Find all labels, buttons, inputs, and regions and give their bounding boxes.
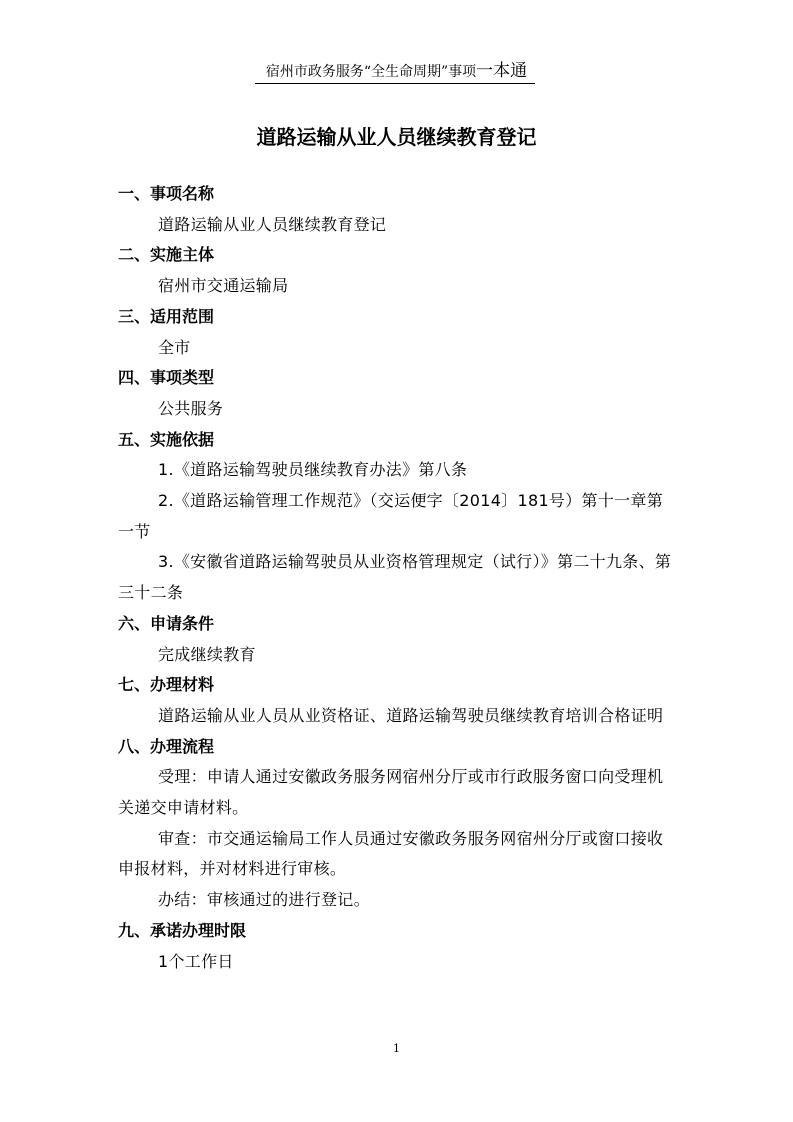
section-paragraph: 办结：审核通过的进行登记。 xyxy=(158,890,370,910)
section-heading: 五、实施依据 xyxy=(118,429,215,449)
section-paragraph: 完成继续教育 xyxy=(158,644,256,664)
section-paragraph: 1.《道路运输驾驶员继续教育办法》第八条 xyxy=(158,460,468,480)
section-paragraph: 全市 xyxy=(158,337,191,357)
document-body xyxy=(118,179,678,977)
page-header xyxy=(0,62,793,81)
section-heading: 九、承诺办理时限 xyxy=(118,920,247,940)
page-number: 1 xyxy=(393,1042,400,1055)
section-paragraph: 2.《道路运输管理工作规范》（交运便字〔2014〕181号）第十一章第一节 xyxy=(118,491,664,541)
header-text: 宿州市政务服务“全生命周期”事项 xyxy=(265,64,477,80)
section-paragraph: 道路运输从业人员继续教育登记 xyxy=(158,214,387,234)
section-heading: 一、事项名称 xyxy=(118,184,215,203)
document-title: 道路运输从业人员继续教育登记 xyxy=(256,125,537,149)
section-paragraph: 审查：市交通运输局工作人员通过安徽政务服务网宿州分厅或窗口接收申报材料，并对材料进行审核。 xyxy=(118,828,664,879)
section-paragraph: 道路运输从业人员从业资格证、道路运输驾驶员继续教育培训合格证明 xyxy=(158,705,664,725)
section-paragraph: 3.《安徽省道路运输驾驶员从业资格管理规定（试行）》第二十九条、第三十二条 xyxy=(118,552,672,603)
section-heading: 七、办理材料 xyxy=(118,675,215,695)
section-paragraph: 受理：申请人通过安徽政务服务网宿州分厅或市行政服务窗口向受理机关递交申请材料。 xyxy=(118,767,664,818)
header-text-emphasis: 一本通 xyxy=(476,61,528,81)
section-paragraph: 1个工作日 xyxy=(158,951,234,971)
section-heading: 六、申请条件 xyxy=(118,613,215,633)
section-heading: 二、实施主体 xyxy=(118,245,215,265)
header-underline xyxy=(255,83,535,84)
section-heading: 八、办理流程 xyxy=(118,736,215,756)
section-heading: 三、适用范围 xyxy=(118,306,215,326)
section-paragraph: 公共服务 xyxy=(158,398,224,418)
section-paragraph: 宿州市交通运输局 xyxy=(158,276,289,296)
section-heading: 四、事项类型 xyxy=(118,368,215,388)
